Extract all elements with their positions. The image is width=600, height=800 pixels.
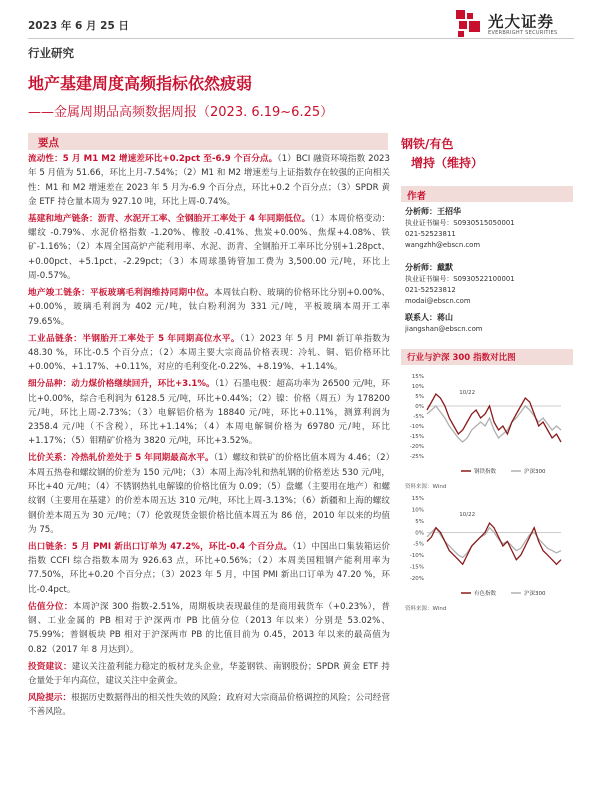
paragraph-body: （1）石墨电极：超高功率为 26500 元/吨，环比+0.00%，综合毛利润为 6128.5 元/吨，环比+0.44%；（2）镍：价格（周五）为 178200 元/吨，环比上周-2.73%；（3）电解铝价格为 18840 元/吨，环比+0.11%，测算利润为 2358.4 元/吨（不含税），环比+1.14%；（4）本周电解铜价格为 69780 元/吨，环比+1.17%；（5）钼精矿价格为 3820 元/吨，环比+3.52%。 [28,379,390,447]
brand-name-en: EVERBRIGHT SECURITIES [488,30,558,36]
paragraph-lead: 比价关系：冷热轧价差处于 5 年同期最高水平。 [28,453,214,464]
y-tick-label: 0% [415,404,424,410]
x-tick-label: 10/22 [459,390,476,396]
y-tick-label: -25% [409,454,424,460]
paragraph-lead: 基建和地产链条：沥青、水泥开工率、全钢胎开工率处于 4 年同期低位。 [28,213,311,224]
paragraph-lead: 风险提示： [28,692,72,703]
summary-paragraph-varieties [28,377,390,448]
summary-paragraph-price-ratio [28,451,390,537]
report-title: 地产基建周度高频指标依然疲弱 [28,74,253,93]
analyst-card [405,262,573,307]
paragraph-body: （1）螺纹和铁矿的价格比值本周为 4.46；（2）本周五热卷和螺纹钢的价差为 150 元/吨；（3）本周上海冷轧和热轧钢的价格差达 530 元/吨，环比+40 元/吨；（4）不锈钢热轧电解镍的价格比值为 0.09；（5）盘螺（主要用在地产）和螺纹钢（主要用在基建）的价差本周五达 310 元/吨，环比上周-3.13%；（6）新疆和上海的螺纹钢价差本周五为 30 元/吨；（7）伦敦现货金银价格比值本周五为 86 倍，2010 年以来的均值为 75。 [28,453,391,535]
y-tick-label: 0% [415,530,424,537]
paragraph-lead: 估值分位： [28,601,73,612]
paragraph-body: （1）BCI 融资环境指数 2023 年 5 月值为 51.66，环比上月-7.54%；（2）M1 和 M2 增速差与上证指数存在较强的正向相关性：M1 和 M2 增速差在 2023 年 5 月为-6.9 个百分点，环比+0.2 个百分点；（3）SPDR 黄金 ETF 持仓量本周为 927.10 吨，环比上周-0.74%。 [28,154,390,207]
paragraph-body: （1）中国出口集装箱运价指数 CCFI 综合指数本周为 926.63 点，环比+0.56%；（2）本周美国粗钢产能利用率为 77.50%，环比+0.20 个百分点；（3）2023 年 5 月，中国 PMI 新出口订单为 47.20 %，环比-0.4pct。 [28,541,390,595]
paragraph-body: 本周钛白粉、玻璃的价格环比分别+0.00%、+0.00%，玻璃毛利润为 402 元/吨，钛白粉利润为 331 元/吨，平板玻璃本周开工率 79.65%。 [28,288,390,327]
analyst-card [405,206,573,251]
report-date: 2023 年 6 月 25 日 [28,20,129,32]
chart-section-header [401,349,573,365]
analyst-email: modai@ebscn.com [405,297,471,305]
brand-logo-icon [456,10,482,38]
legend-label: 沪深300 [524,469,546,475]
summary-paragraph-industrial [28,332,390,375]
paragraph-lead: 流动性：5 月 M1 M2 增速差环比+0.2pct 至-6.9 个百分点。 [28,154,278,164]
analyst-phone: 021-52523812 [405,286,456,294]
rating-value: 增持（维持） [411,156,484,170]
y-tick-label: -5% [413,541,424,548]
summary-body [28,152,390,722]
summary-paragraph-export [28,540,390,597]
x-tick-label: 10/22 [459,512,476,518]
paragraph-body: 根据历史数据得出的相关性失效的风险；政府对大宗商品价格调控的风险；公司经营不善风险。 [28,692,390,718]
summary-paragraph-investment [28,660,390,689]
y-tick-label: 10% [411,384,424,390]
paragraph-body: （1）2023 年 5 月 PMI 新订单指数为 48.30 %，环比-0.5 个百分点；（2）本周主要大宗商品价格表现：冷轧、铜、铝价格环比+0.00%、+1.17%、+0.11%，对应的毛利变化-0.22%、+8.19%、+1.14%。 [28,333,391,373]
analyst-email: wangzhh@ebscn.com [405,241,481,249]
contact-card [405,312,573,335]
paragraph-lead: 出口链条：5 月 PMI 新出口订单为 47.2%，环比-0.4 个百分点。 [28,541,293,552]
authors-label: 作者 [407,191,427,202]
analyst-phone: 021-52523811 [405,230,456,238]
analyst-name: 分析师：王招华 [405,207,461,216]
analyst-cert: 执业证书编号：S0930515050001 [405,219,515,227]
legend-label: 有色指数 [474,591,497,597]
y-tick-label: 5% [415,394,424,400]
rating-sector: 钢铁/有色 [401,137,454,151]
report-subtitle: ——金属周期品高频数据周报（2023. 6.19~6.25） [28,105,334,120]
paragraph-body: 本周沪深 300 指数-2.51%，周期板块表现最佳的是商用载货车（+0.23%），普钢、工业金属的 PB 相对于沪深两市 PB 比值分位（2013 年以来）分别是 53.02%、75.99%；普钢板块 PB 相对于沪深两市 PB 的比值目前为 0.45，2013 年以来的最高值为 0.82（2017 年 8 月达到）。 [28,601,390,655]
comparison-chart-steel [401,372,573,480]
paragraph-lead: 地产竣工链条：平板玻璃毛利润维持同期中位。 [28,288,214,299]
summary-label: 要点 [38,137,59,149]
brand-logo [456,8,586,42]
y-tick-label: 5% [415,518,424,525]
y-tick-label: 15% [411,374,424,380]
brand-name-cn: 光大证券 [488,13,555,31]
series-line [427,394,561,442]
y-tick-label: -10% [409,424,424,430]
paragraph-body: （1）本周价格变动：螺纹 -0.79%、水泥价格指数 -1.20%、橡胶 -0.41%、焦炭+0.00%、焦煤+4.08%、铁矿-1.16%；（2）本周全国高炉产能利用率、水泥、沥青、全钢胎开工率环比分别+1.28pct、+0.00pct、+5.1pct、-2.29pct；（3）本周球墨铸管加工费为 3,500.00 元/吨，环比上周-0.57%。 [28,213,390,282]
paragraph-lead: 投资建议： [28,661,72,672]
y-tick-label: -20% [409,576,424,582]
paragraph-lead: 细分品种：动力煤价格继续回升，环比+3.1%。 [28,379,215,390]
chart-source: 资料来源：Wind [405,606,447,612]
y-tick-label: 10% [411,507,424,514]
analyst-cert: 执业证书编号：S0930522100001 [405,275,515,283]
analyst-name: 分析师：戴默 [405,263,453,272]
y-tick-label: 15% [411,496,424,502]
paragraph-body: 建议关注盈利能力稳定的板材龙头企业，华菱钢铁、南钢股份；SPDR 黄金 ETF 持仓量处于年内高位，建议关注中金黄金。 [28,661,390,686]
report-category: 行业研究 [28,46,74,60]
summary-paragraph-completion [28,286,390,329]
legend-label: 沪深300 [524,591,546,597]
summary-paragraph-liquidity [28,152,390,209]
header-divider [28,38,574,39]
y-tick-label: -10% [409,553,424,560]
contact-name: 联系人：蒋山 [405,313,453,322]
summary-paragraph-infrastructure [28,212,390,283]
comparison-chart-nonferrous [401,494,573,602]
y-tick-label: -5% [413,414,424,420]
summary-header [28,133,388,150]
y-tick-label: -20% [409,444,424,450]
paragraph-lead: 工业品链条：半钢胎开工率处于 5 年同期高位水平。 [28,333,240,344]
contact-email: jiangshan@ebscn.com [405,325,483,333]
summary-paragraph-risk [28,691,390,720]
legend-label: 钢铁指数 [474,469,497,475]
y-tick-label: -15% [409,434,424,440]
y-tick-label: -15% [409,564,424,571]
authors-header [401,186,573,202]
chart-section-label: 行业与沪深 300 指数对比图 [407,353,516,363]
summary-paragraph-valuation [28,600,390,657]
chart-source: 资料来源：Wind [405,484,447,490]
